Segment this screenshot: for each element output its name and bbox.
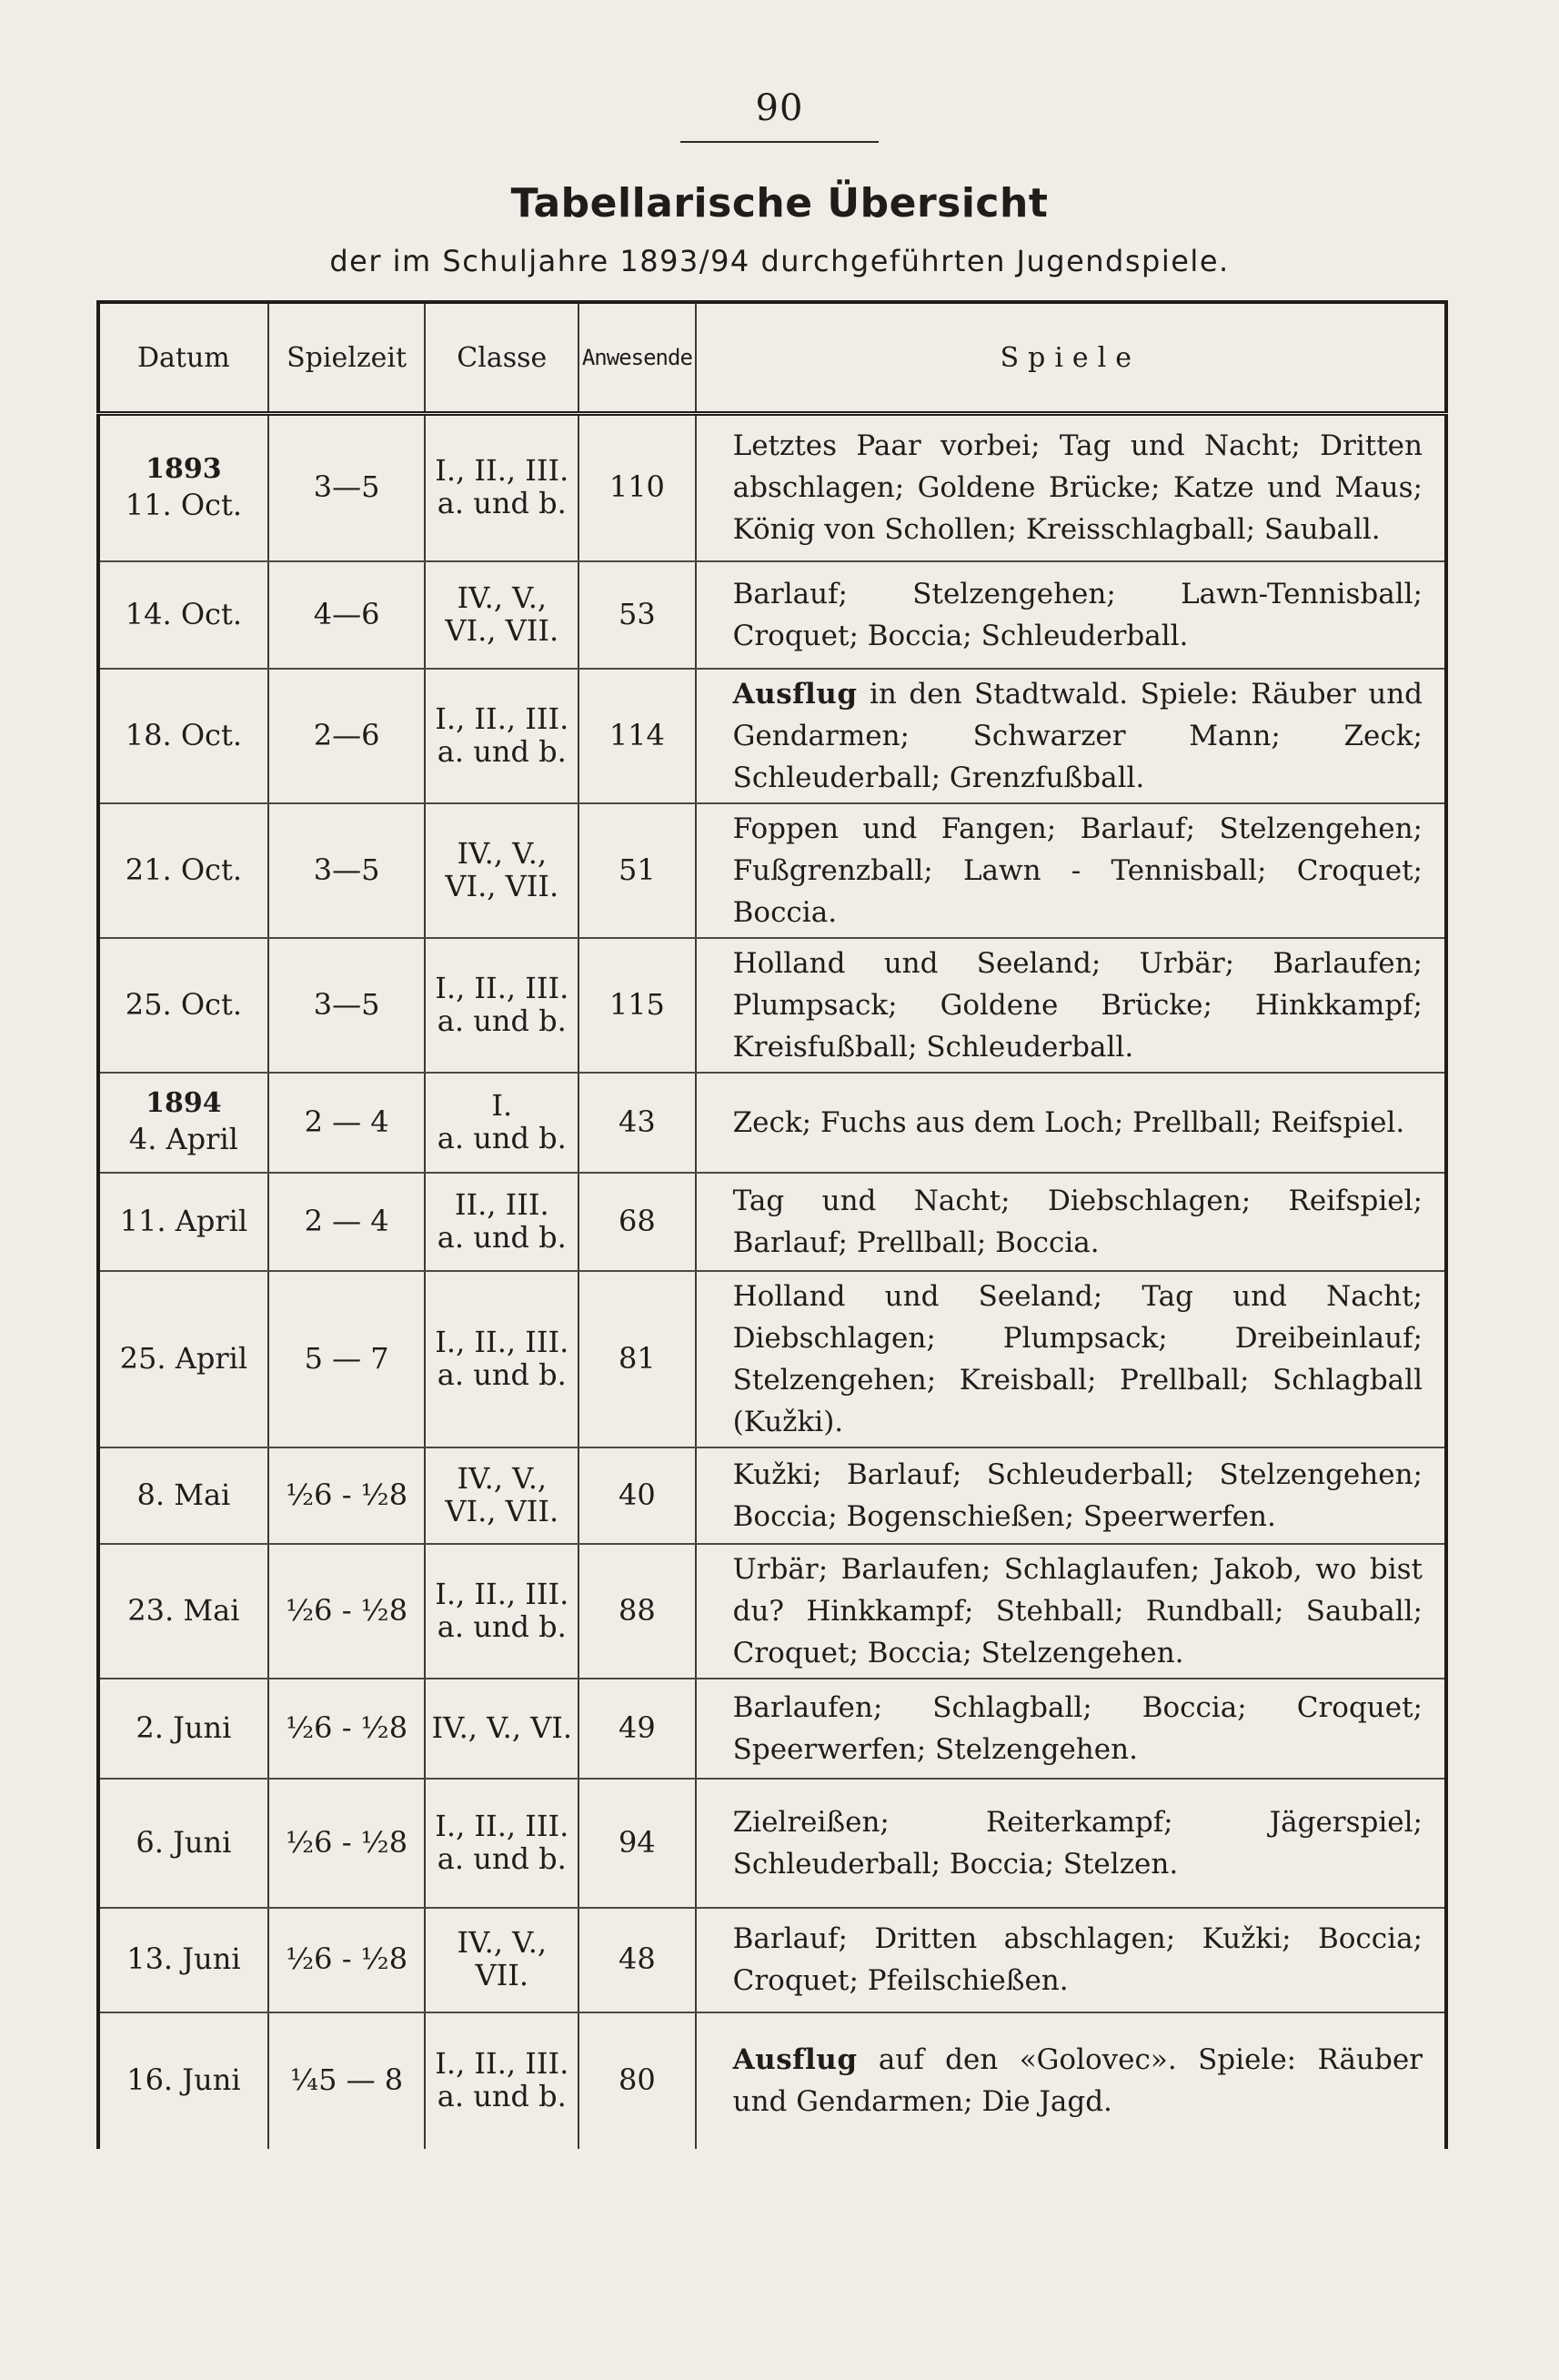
- games-cell: [696, 2012, 1446, 2149]
- games-cell: [696, 1908, 1446, 2012]
- date-cell: [98, 414, 268, 561]
- time-value: 3—5: [313, 469, 380, 505]
- date-value: 6. Juni: [136, 1824, 232, 1860]
- table-row: [98, 561, 1446, 669]
- date-cell: [98, 2012, 268, 2149]
- class-line1: I., II., III.: [435, 701, 569, 736]
- games-text: Barlaufen; Schlagball; Boccia; Croquet; Speerwerfen; Stelzengehen.: [732, 1690, 1423, 1766]
- class-line2: VI., VII.: [445, 1493, 559, 1528]
- date-cell: [98, 561, 268, 669]
- time-value: 3—5: [313, 852, 380, 887]
- class-cell: [425, 1271, 578, 1447]
- table-row: [98, 1544, 1446, 1679]
- games-cell: [696, 1173, 1446, 1271]
- date-value: 16. Juni: [126, 2062, 241, 2098]
- date-cell: [98, 803, 268, 938]
- class-line2: VI., VII.: [445, 612, 559, 648]
- class-cell: [425, 1908, 578, 2012]
- date-value: 14. Oct.: [125, 596, 242, 631]
- time-value: 3—5: [313, 986, 380, 1022]
- games-text: in den Stadtwald. Spiele: Räuber und Gendarmen; Schwarzer Mann; Zeck; Schleuderball; Grenzfußball.: [732, 677, 1423, 794]
- class-line1: I., II., III.: [435, 2046, 569, 2082]
- count-cell: 94: [578, 1779, 696, 1908]
- date-value: 4. April: [128, 1122, 238, 1157]
- date-cell: [98, 1447, 268, 1544]
- table-header-row: [98, 302, 1446, 414]
- year-label: 1894: [146, 1086, 222, 1119]
- table-row: [98, 1073, 1446, 1173]
- date-value: 2. Juni: [136, 1709, 232, 1745]
- time-value: 5 — 7: [304, 1340, 389, 1376]
- games-cell: [696, 1779, 1446, 1908]
- time-cell: [268, 1679, 426, 1779]
- time-cell: [268, 803, 426, 938]
- count-cell: 49: [578, 1679, 696, 1779]
- class-cell: [425, 1073, 578, 1173]
- class-cell: [425, 1544, 578, 1679]
- games-text: Kužki; Barlauf; Schleuderball; Stelzengehen; Boccia; Bogenschießen; Speerwerfen.: [732, 1457, 1423, 1533]
- date-value: 8. Mai: [136, 1477, 231, 1512]
- class-line2: a. und b.: [437, 1840, 567, 1876]
- class-line1: I., II., III.: [435, 970, 569, 1005]
- time-cell: [268, 1173, 426, 1271]
- games-cell: [696, 561, 1446, 669]
- table-row: [98, 669, 1446, 803]
- time-cell: [268, 561, 426, 669]
- date-cell: [98, 669, 268, 803]
- header-count: Anwesende: [578, 302, 696, 414]
- table-row: [98, 938, 1446, 1073]
- class-line1: I., II., III.: [435, 1324, 569, 1359]
- count-cell: 48: [578, 1908, 696, 2012]
- count-cell: 80: [578, 2012, 696, 2149]
- date-cell: [98, 1073, 268, 1173]
- games-text: Zielreißen; Reiterkampf; Jägerspiel; Schleuderball; Boccia; Stelzen.: [732, 1805, 1423, 1881]
- excursion-label: Ausflug: [732, 677, 858, 711]
- games-cell: [696, 1271, 1446, 1447]
- time-value: 2 — 4: [304, 1104, 389, 1139]
- class-cell: [425, 1447, 578, 1544]
- time-value: 2—6: [313, 717, 380, 752]
- header-time: Spielzeit: [268, 302, 426, 414]
- time-cell: [268, 1073, 426, 1173]
- class-line2: a. und b.: [437, 1356, 567, 1392]
- class-line1: I., II., III.: [435, 1808, 569, 1843]
- header-class: Classe: [425, 302, 578, 414]
- games-text: Holland und Seeland; Tag und Nacht; Diebschlagen; Plumpsack; Dreibeinlauf; Stelzengehen; Kreisball; Prellball; Schlagball (Kužki).: [732, 1279, 1423, 1438]
- excursion-label: Ausflug: [732, 2043, 858, 2076]
- date-value: 25. April: [119, 1340, 248, 1376]
- class-cell: [425, 2012, 578, 2149]
- time-cell: [268, 938, 426, 1073]
- time-cell: [268, 1779, 426, 1908]
- class-cell: [425, 1779, 578, 1908]
- table-row: [98, 2012, 1446, 2149]
- count-cell: 88: [578, 1544, 696, 1679]
- class-cell: [425, 561, 578, 669]
- count-cell: 51: [578, 803, 696, 938]
- class-line1: II., III.: [454, 1186, 549, 1222]
- games-text: Foppen und Fangen; Barlauf; Stelzengehen; Fußgrenzball; Lawn - Tennisball; Croquet; Boccia.: [732, 812, 1423, 929]
- date-cell: [98, 1679, 268, 1779]
- date-cell: [98, 1271, 268, 1447]
- time-cell: [268, 2012, 426, 2149]
- table-row: [98, 1779, 1446, 1908]
- class-line2: a. und b.: [437, 733, 567, 769]
- time-value: ½6 - ½8: [286, 1941, 408, 1977]
- table-row: [98, 1447, 1446, 1544]
- date-cell: [98, 1544, 268, 1679]
- count-cell: 81: [578, 1271, 696, 1447]
- year-label: 1893: [146, 452, 222, 485]
- date-value: 23. Mai: [127, 1592, 240, 1628]
- class-line2: a. und b.: [437, 1120, 567, 1155]
- class-line1: I.: [491, 1087, 513, 1123]
- table-row: [98, 1908, 1446, 2012]
- class-line2: a. und b.: [437, 1609, 567, 1644]
- count-cell: 68: [578, 1173, 696, 1271]
- page-subtitle: der im Schuljahre 1893/94 durchgeführten Jugendspiele.: [329, 244, 1230, 278]
- time-cell: [268, 1908, 426, 2012]
- page-number-rule: [680, 141, 879, 143]
- count-cell: 43: [578, 1073, 696, 1173]
- games-cell: [696, 1073, 1446, 1173]
- games-cell: [696, 1447, 1446, 1544]
- class-cell: [425, 938, 578, 1073]
- class-line1: IV., V., VII.: [457, 1925, 548, 1992]
- games-text: auf den «Golovec». Spiele: Räuber und Gendarmen; Die Jagd.: [732, 2043, 1423, 2118]
- games-text: Letztes Paar vorbei; Tag und Nacht; Dritten abschlagen; Goldene Brücke; Katze und Maus; König von Schollen; Kreisschlagball; Sauball.: [732, 429, 1423, 547]
- table-row: [98, 414, 1446, 561]
- class-cell: [425, 1679, 578, 1779]
- table-row: [98, 1271, 1446, 1447]
- games-text: Barlauf; Stelzengehen; Lawn-Tennisball; Croquet; Boccia; Schleuderball.: [732, 577, 1423, 652]
- table-body: [98, 414, 1446, 2149]
- header-games: Spiele: [696, 302, 1446, 414]
- games-cell: [696, 803, 1446, 938]
- class-cell: [425, 669, 578, 803]
- count-cell: 40: [578, 1447, 696, 1544]
- class-line1: IV., V.,: [457, 1460, 548, 1496]
- date-value: 25. Oct.: [125, 986, 242, 1022]
- date-cell: [98, 1908, 268, 2012]
- time-cell: [268, 1271, 426, 1447]
- date-value: 18. Oct.: [125, 717, 242, 752]
- time-value: ½6 - ½8: [286, 1592, 408, 1628]
- date-cell: [98, 1779, 268, 1908]
- class-line1: IV., V.,: [457, 580, 548, 615]
- class-cell: [425, 414, 578, 561]
- games-text: Holland und Seeland; Urbär; Barlaufen; Plumpsack; Goldene Brücke; Hinkkampf; Kreisfußball; Schleuderball.: [732, 946, 1423, 1064]
- page-title: Tabellarische Übersicht: [510, 180, 1049, 227]
- date-cell: [98, 938, 268, 1073]
- class-line2: VI., VII.: [445, 868, 559, 903]
- date-value: 11. Oct.: [125, 488, 242, 523]
- time-cell: [268, 669, 426, 803]
- class-cell: [425, 1173, 578, 1271]
- class-cell: [425, 803, 578, 938]
- time-cell: [268, 414, 426, 561]
- date-value: 11. April: [119, 1203, 248, 1238]
- class-line2: a. und b.: [437, 486, 567, 521]
- games-text: Barlauf; Dritten abschlagen; Kužki; Boccia; Croquet; Pfeilschießen.: [732, 1922, 1423, 1997]
- class-line2: a. und b.: [437, 1219, 567, 1255]
- class-line1: IV., V., VI.: [431, 1709, 573, 1745]
- table-row: [98, 1679, 1446, 1779]
- count-cell: 115: [578, 938, 696, 1073]
- class-line2: a. und b.: [437, 2079, 567, 2113]
- class-line1: I., II., III.: [435, 1576, 569, 1611]
- class-line1: I., II., III.: [435, 453, 569, 489]
- games-text: Tag und Nacht; Diebschlagen; Reifspiel; Barlauf; Prellball; Boccia.: [732, 1184, 1423, 1259]
- count-cell: 53: [578, 561, 696, 669]
- games-text: Zeck; Fuchs aus dem Loch; Prellball; Reifspiel.: [732, 1105, 1405, 1139]
- time-value: ¼5 — 8: [290, 2062, 404, 2098]
- time-value: ½6 - ½8: [286, 1477, 408, 1512]
- page-number: 90: [755, 87, 804, 129]
- games-cell: [696, 1544, 1446, 1679]
- time-value: ½6 - ½8: [286, 1824, 408, 1860]
- time-cell: [268, 1544, 426, 1679]
- date-value: 13. Juni: [126, 1941, 241, 1977]
- date-cell: [98, 1173, 268, 1271]
- count-cell: 114: [578, 669, 696, 803]
- time-cell: [268, 1447, 426, 1544]
- games-text: Urbär; Barlaufen; Schlaglaufen; Jakob, wo bist du? Hinkkampf; Stehball; Rundball; Sauball; Croquet; Boccia; Stelzengehen.: [732, 1552, 1423, 1669]
- count-cell: 110: [578, 414, 696, 561]
- header-date: Datum: [98, 302, 268, 414]
- time-value: ½6 - ½8: [286, 1709, 408, 1745]
- time-value: 4—6: [313, 596, 380, 631]
- games-cell: [696, 938, 1446, 1073]
- games-cell: [696, 1679, 1446, 1779]
- games-cell: [696, 669, 1446, 803]
- table-row: [98, 1173, 1446, 1271]
- class-line1: IV., V.,: [457, 835, 548, 871]
- class-line2: a. und b.: [437, 1003, 567, 1038]
- time-value: 2 — 4: [304, 1203, 389, 1238]
- date-value: 21. Oct.: [125, 852, 242, 887]
- games-cell: [696, 414, 1446, 561]
- games-table: [96, 300, 1448, 2149]
- table-row: [98, 803, 1446, 938]
